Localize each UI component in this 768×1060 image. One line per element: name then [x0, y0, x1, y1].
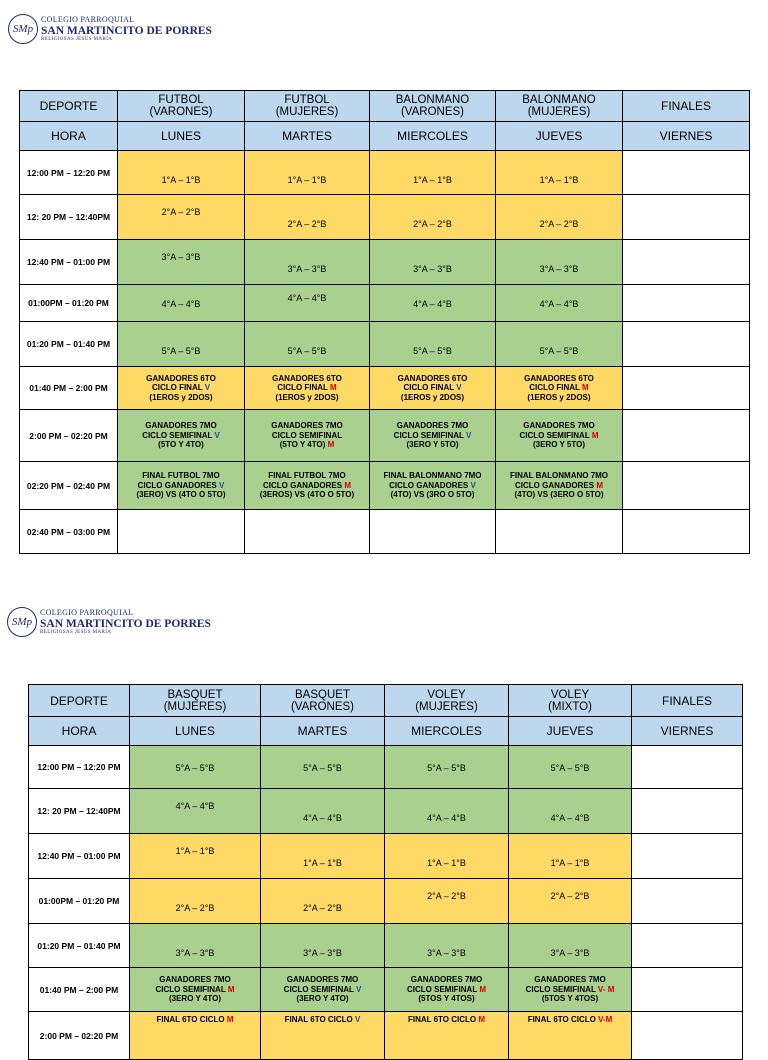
sport-header: FUTBOL (MUJERES): [245, 91, 370, 122]
time-cell: 12: 20 PM – 12:40PM: [20, 195, 118, 240]
empty-cell: [632, 746, 743, 789]
time-cell: 12:40 PM – 01:00 PM: [29, 834, 130, 879]
time-cell: 12: 20 PM – 12:40PM: [29, 789, 130, 834]
day-header: MIERCOLES: [370, 122, 496, 151]
empty-cell: [623, 322, 750, 367]
empty-cell: [496, 510, 623, 554]
ranking-cell: FINAL 6TO CICLO V-M: [509, 1012, 632, 1060]
match-pair: 5°A – 5°B: [175, 763, 215, 773]
header-deporte: DEPORTE: [20, 91, 118, 122]
sport-header: BALONMANO (VARONES): [370, 91, 496, 122]
table-row: [29, 746, 743, 789]
ranking-cell: FINAL 6TO CICLO M: [130, 1012, 261, 1060]
match-pair: 2°A – 2°B: [550, 891, 590, 901]
logo-line-2: SAN MARTINCITO DE PORRES: [41, 24, 212, 37]
day-header: LUNES: [130, 717, 261, 746]
sport-header: BASQUET (VARONES): [261, 685, 385, 717]
empty-cell: [632, 789, 743, 834]
match-pair: 3°A – 3°B: [175, 947, 215, 958]
school-seal-icon: SMp: [8, 14, 38, 44]
day-header: JUEVES: [509, 717, 632, 746]
match-pair: 1°A – 1°B: [550, 858, 590, 868]
sport-header: BASQUET (MUJERES): [130, 685, 261, 717]
table-row: [20, 462, 750, 510]
table-row: [20, 322, 750, 367]
day-header: JUEVES: [496, 122, 623, 151]
ranking-cell: FINAL BALONMANO 7MO CICLO GANADORES M (4TO) VS (3ERO O 5TO): [496, 462, 623, 510]
match-pair: 5°A – 5°B: [539, 346, 579, 356]
empty-cell: [632, 879, 743, 924]
day-header: MIERCOLES: [385, 717, 509, 746]
header-deporte: DEPORTE: [29, 685, 130, 717]
match-pair: 3°A – 3°B: [413, 264, 452, 274]
empty-cell: [118, 510, 245, 554]
time-cell: 01:00PM – 01:20 PM: [20, 285, 118, 322]
time-cell: 01:40 PM – 2:00 PM: [20, 367, 118, 410]
time-cell: 12:40 PM – 01:00 PM: [20, 240, 118, 285]
time-cell: 12:00 PM – 12:20 PM: [29, 746, 130, 789]
sport-header: VOLEY (MIXTO): [509, 685, 632, 717]
empty-cell: [632, 924, 743, 968]
empty-cell: [623, 462, 750, 510]
schedule-table-2: [28, 684, 743, 1060]
day-header: VIERNES: [623, 122, 750, 151]
match-pair: 1°A – 1°B: [413, 174, 452, 185]
ranking-cell: GANADORES 7MO CICLO SEMIFINAL V (3ERO Y 4TO): [261, 968, 385, 1012]
match-pair: 4°A – 4°B: [427, 813, 466, 823]
table-row: [29, 968, 743, 1012]
ranking-cell: GANADORES 7MO CICLO SEMIFINAL (5TO Y 4TO) M: [245, 410, 370, 462]
sport-header: FUTBOL (VARONES): [118, 91, 245, 122]
match-pair: 2°A – 2°B: [161, 207, 201, 217]
match-pair: 2°A – 2°B: [303, 903, 342, 913]
match-pair: 1°A – 1°B: [303, 858, 342, 868]
table-row: [20, 410, 750, 462]
time-cell: 12:00 PM – 12:20 PM: [20, 151, 118, 195]
header-hora: HORA: [20, 122, 118, 151]
header-hora: HORA: [29, 717, 130, 746]
sport-header: FINALES: [623, 91, 750, 122]
match-pair: 5°A – 5°B: [287, 346, 327, 356]
empty-cell: [623, 285, 750, 322]
ranking-cell: GANADORES 7MO CICLO SEMIFINAL M (5TOS Y 4TOS): [385, 968, 509, 1012]
ranking-cell: GANADORES 7MO CICLO SEMIFINAL V (5TO Y 4TO): [118, 410, 245, 462]
sport-header: FINALES: [632, 685, 743, 717]
table-row: [29, 924, 743, 968]
ranking-cell: GANADORES 7MO CICLO SEMIFINAL V (3ERO Y 5TO): [370, 410, 496, 462]
time-cell: 2:00 PM – 02:20 PM: [20, 410, 118, 462]
time-cell: 01:20 PM – 01:40 PM: [29, 924, 130, 968]
day-header: LUNES: [118, 122, 245, 151]
empty-cell: [632, 1012, 743, 1060]
ranking-cell: FINAL 6TO CICLO M: [385, 1012, 509, 1060]
empty-cell: [623, 240, 750, 285]
match-pair: 3°A – 3°B: [303, 947, 342, 958]
ranking-cell: GANADORES 7MO CICLO SEMIFINAL M (3ERO Y 5TO): [496, 410, 623, 462]
match-pair: 4°A – 4°B: [303, 813, 342, 823]
time-cell: 02:40 PM – 03:00 PM: [20, 510, 118, 554]
school-logo: [8, 14, 212, 44]
logo-line-3: RELIGIOSAS JESÚS MARÍA: [40, 629, 112, 635]
time-cell: 02:20 PM – 02:40 PM: [20, 462, 118, 510]
match-pair: 2°A – 2°B: [413, 219, 452, 229]
match-pair: 5°A – 5°B: [550, 763, 590, 773]
ranking-cell: FINAL BALONMANO 7MO CICLO GANADORES V (4TO) VS (3RO O 5TO): [370, 462, 496, 510]
table-row: [20, 151, 750, 195]
table-row: [20, 367, 750, 410]
time-cell: 01:40 PM – 2:00 PM: [29, 968, 130, 1012]
match-pair: 3°A – 3°B: [427, 947, 466, 958]
table-row: [29, 834, 743, 879]
empty-cell: [623, 510, 750, 554]
table-row: [20, 285, 750, 322]
match-pair: 4°A – 4°B: [161, 299, 201, 309]
logo-line-3: RELIGIOSAS JESÚS MARÍA: [41, 36, 113, 42]
match-pair: 2°A – 2°B: [539, 219, 579, 229]
match-pair: 4°A – 4°B: [175, 801, 215, 811]
ranking-cell: FINAL FUTBOL 7MO CICLO GANADORES V (3ERO) VS (4TO O 5TO): [118, 462, 245, 510]
time-cell: 01:20 PM – 01:40 PM: [20, 322, 118, 367]
table-row: [29, 879, 743, 924]
match-pair: 1°A – 1°B: [161, 174, 201, 185]
time-cell: 2:00 PM – 02:20 PM: [29, 1012, 130, 1060]
empty-cell: [632, 968, 743, 1012]
match-pair: 4°A – 4°B: [413, 299, 452, 309]
ranking-cell: FINAL FUTBOL 7MO CICLO GANADORES M (3EROS) VS (4TO O 5TO): [245, 462, 370, 510]
day-header: MARTES: [261, 717, 385, 746]
school-logo: [7, 607, 211, 637]
logo-line-1: COLEGIO PARROQUIAL: [40, 608, 134, 618]
match-pair: 5°A – 5°B: [427, 763, 466, 773]
school-seal-icon: SMp: [7, 607, 37, 637]
match-pair: 1°A – 1°B: [175, 846, 215, 856]
match-pair: 2°A – 2°B: [287, 219, 327, 229]
match-pair: 1°A – 1°B: [287, 174, 327, 185]
match-pair: 1°A – 1°B: [427, 858, 466, 868]
ranking-cell: FINAL 6TO CICLO V: [261, 1012, 385, 1060]
match-pair: 5°A – 5°B: [161, 346, 201, 356]
table-row: [29, 789, 743, 834]
empty-cell: [245, 510, 370, 554]
ranking-cell: GANADORES 6TO CICLO FINAL V (1EROS y 2DOS): [118, 367, 245, 410]
time-cell: 01:00PM – 01:20 PM: [29, 879, 130, 924]
table-row: [29, 1012, 743, 1060]
table-row: [20, 510, 750, 554]
sport-header: BALONMANO (MUJERES): [496, 91, 623, 122]
empty-cell: [623, 410, 750, 462]
match-pair: 2°A – 2°B: [175, 903, 215, 913]
empty-cell: [623, 367, 750, 410]
ranking-cell: GANADORES 7MO CICLO SEMIFINAL M (3ERO Y 4TO): [130, 968, 261, 1012]
ranking-cell: GANADORES 6TO CICLO FINAL M (1EROS y 2DOS): [245, 367, 370, 410]
ranking-cell: GANADORES 6TO CICLO FINAL V (1EROS y 2DOS): [370, 367, 496, 410]
logo-line-2: SAN MARTINCITO DE PORRES: [40, 617, 211, 630]
empty-cell: [370, 510, 496, 554]
match-pair: 3°A – 3°B: [539, 264, 579, 274]
table-row: [20, 240, 750, 285]
match-pair: 3°A – 3°B: [287, 264, 327, 274]
match-pair: 3°A – 3°B: [550, 947, 590, 958]
day-header: VIERNES: [632, 717, 743, 746]
match-pair: 5°A – 5°B: [413, 346, 452, 356]
ranking-cell: GANADORES 7MO CICLO SEMIFINAL V- M (5TOS Y 4TOS): [509, 968, 632, 1012]
day-header: MARTES: [245, 122, 370, 151]
empty-cell: [623, 151, 750, 195]
match-pair: 4°A – 4°B: [287, 293, 327, 303]
match-pair: 2°A – 2°B: [427, 891, 466, 901]
match-pair: 4°A – 4°B: [550, 813, 590, 823]
logo-line-1: COLEGIO PARROQUIAL: [41, 15, 135, 25]
sport-header: VOLEY (MUJERES): [385, 685, 509, 717]
ranking-cell: GANADORES 6TO CICLO FINAL M (1EROS y 2DOS): [496, 367, 623, 410]
match-pair: 5°A – 5°B: [303, 763, 342, 773]
schedule-table-1: [19, 90, 750, 554]
empty-cell: [623, 195, 750, 240]
match-pair: 3°A – 3°B: [161, 252, 201, 262]
table-row: [20, 195, 750, 240]
empty-cell: [632, 834, 743, 879]
match-pair: 4°A – 4°B: [539, 299, 579, 309]
match-pair: 1°A – 1°B: [539, 174, 579, 185]
